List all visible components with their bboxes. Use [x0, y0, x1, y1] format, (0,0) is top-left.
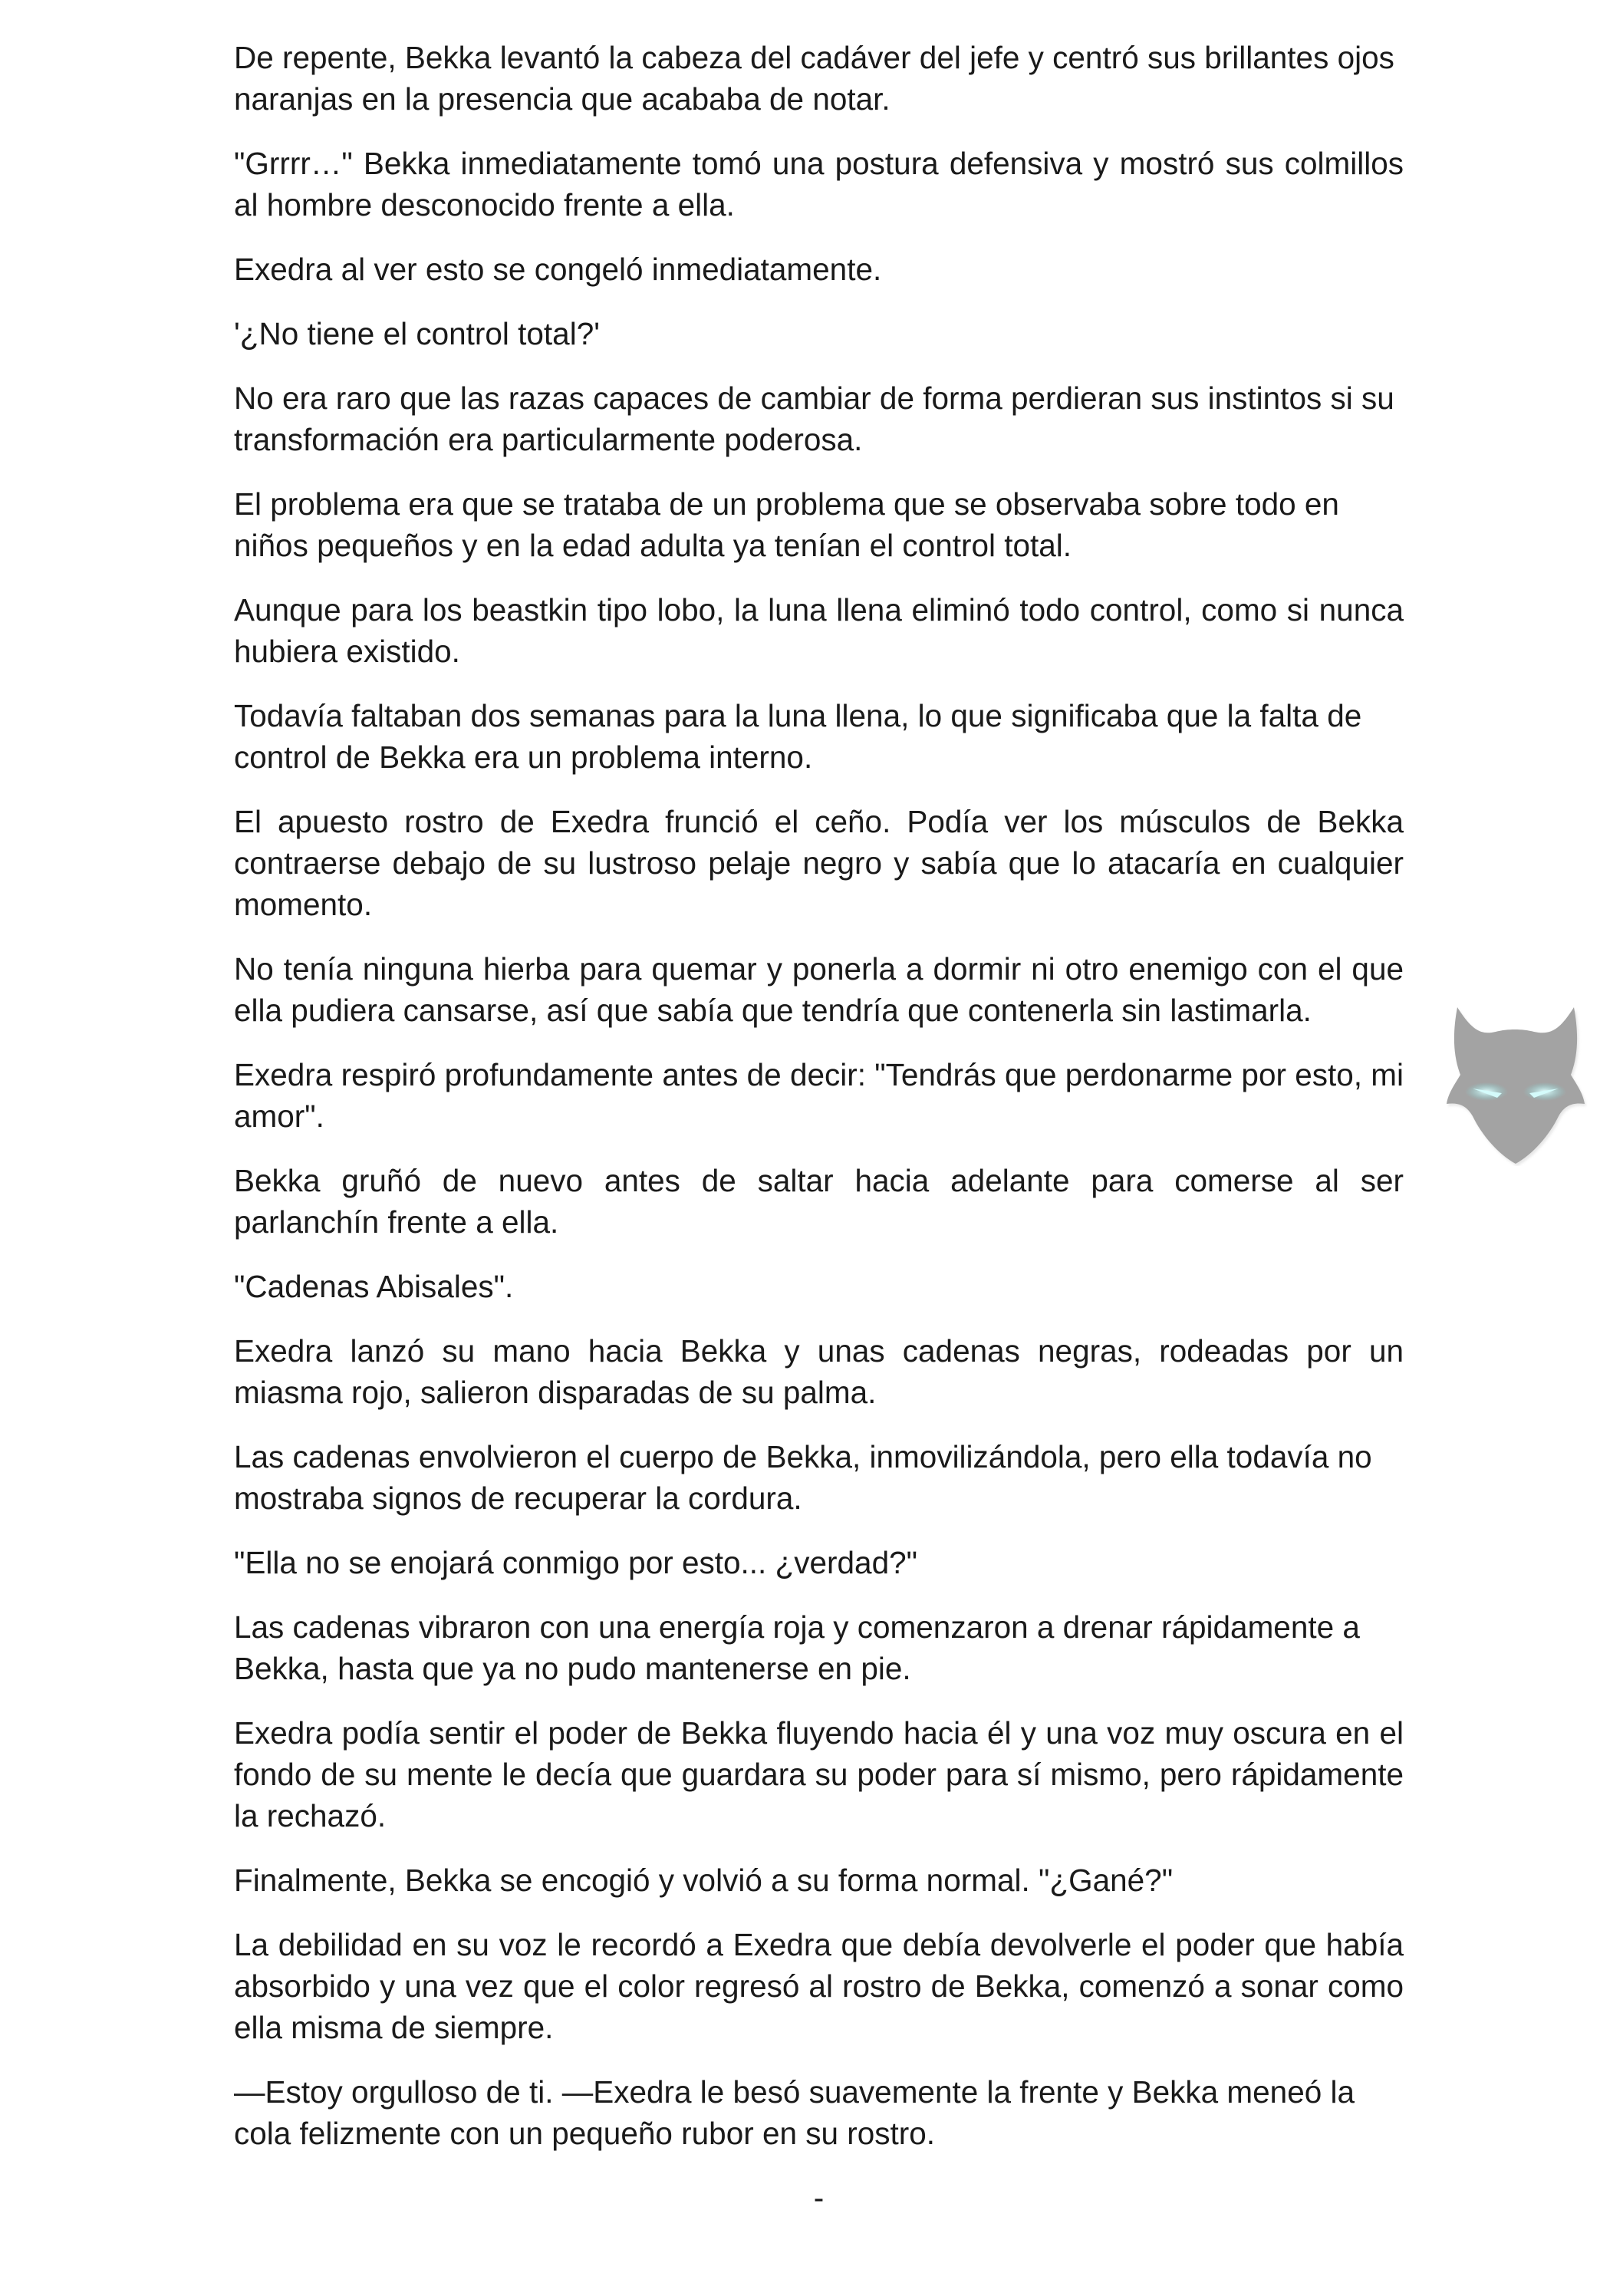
paragraph: De repente, Bekka levantó la cabeza del cadáver del jefe y centró sus brillantes ojos naranjas en la presencia que acababa de notar.	[234, 40, 1394, 117]
paragraph: —Estoy orgulloso de ti. —Exedra le besó suavemente la frente y Bekka meneó la cola felizmente con un pequeño rubor en su rostro.	[234, 2074, 1355, 2151]
paragraph: Exedra lanzó su mano hacia Bekka y unas cadenas negras, rodeadas por un miasma rojo, salieron disparadas de su palma.	[234, 1333, 1404, 1410]
paragraph: Exedra al ver esto se congeló inmediatamente.	[234, 252, 882, 287]
paragraph: "Ella no se enojará conmigo por esto... ¿verdad?"	[234, 1545, 917, 1580]
body-text	[234, 37, 1404, 2154]
paragraph: No era raro que las razas capaces de cambiar de forma perdieran sus instintos si su transformación era particularmente poderosa.	[234, 380, 1394, 457]
paragraph: El problema era que se trataba de un problema que se observaba sobre todo en niños pequeños y en la edad adulta ya tenían el control total.	[234, 486, 1339, 563]
paragraph: Aunque para los beastkin tipo lobo, la luna llena eliminó todo control, como si nunca hubiera existido.	[234, 592, 1404, 669]
paragraph: El apuesto rostro de Exedra frunció el ceño. Podía ver los músculos de Bekka contraerse debajo de su lustroso pelaje negro y sabía que lo atacaría en cualquier momento.	[234, 804, 1404, 922]
document-page	[234, 37, 1404, 2219]
paragraph: Las cadenas envolvieron el cuerpo de Bekka, inmovilizándola, pero ella todavía no mostraba signos de recuperar la cordura.	[234, 1439, 1372, 1516]
page-marker: -	[813, 2180, 825, 2215]
paragraph: Las cadenas vibraron con una energía roja y comenzaron a drenar rápidamente a Bekka, hasta que ya no pudo mantenerse en pie.	[234, 1609, 1360, 1686]
paragraph: Exedra podía sentir el poder de Bekka fluyendo hacia él y una voz muy oscura en el fondo de su mente le decía que guardara su poder para sí mismo, pero rápidamente la rechazó.	[234, 1715, 1404, 1833]
paragraph: No tenía ninguna hierba para quemar y ponerla a dormir ni otro enemigo con el que ella pudiera cansarse, así que sabía que tendría que contenerla sin lastimarla.	[234, 951, 1404, 1028]
paragraph: Finalmente, Bekka se encogió y volvió a su forma normal. "¿Gané?"	[234, 1863, 1174, 1898]
paragraph: "Grrrr…" Bekka inmediatamente tomó una postura defensiva y mostró sus colmillos al hombre desconocido frente a ella.	[234, 146, 1404, 222]
paragraph: Todavía faltaban dos semanas para la luna llena, lo que significaba que la falta de control de Bekka era un problema interno.	[234, 698, 1362, 775]
paragraph: Exedra respiró profundamente antes de decir: "Tendrás que perdonarme por esto, mi amor".	[234, 1057, 1404, 1134]
paragraph: Bekka gruñó de nuevo antes de saltar hacia adelante para comerse al ser parlanchín frente a ella.	[234, 1163, 1404, 1240]
demon-head-icon	[1442, 1001, 1588, 1166]
watermark-head	[1447, 1007, 1585, 1164]
paragraph: "Cadenas Abisales".	[234, 1269, 514, 1304]
paragraph: '¿No tiene el control total?'	[234, 316, 600, 351]
paragraph: La debilidad en su voz le recordó a Exedra que debía devolverle el poder que había absorbido y una vez que el color regresó al rostro de Bekka, comenzó a sonar como ella misma de siempre.	[234, 1927, 1404, 2045]
